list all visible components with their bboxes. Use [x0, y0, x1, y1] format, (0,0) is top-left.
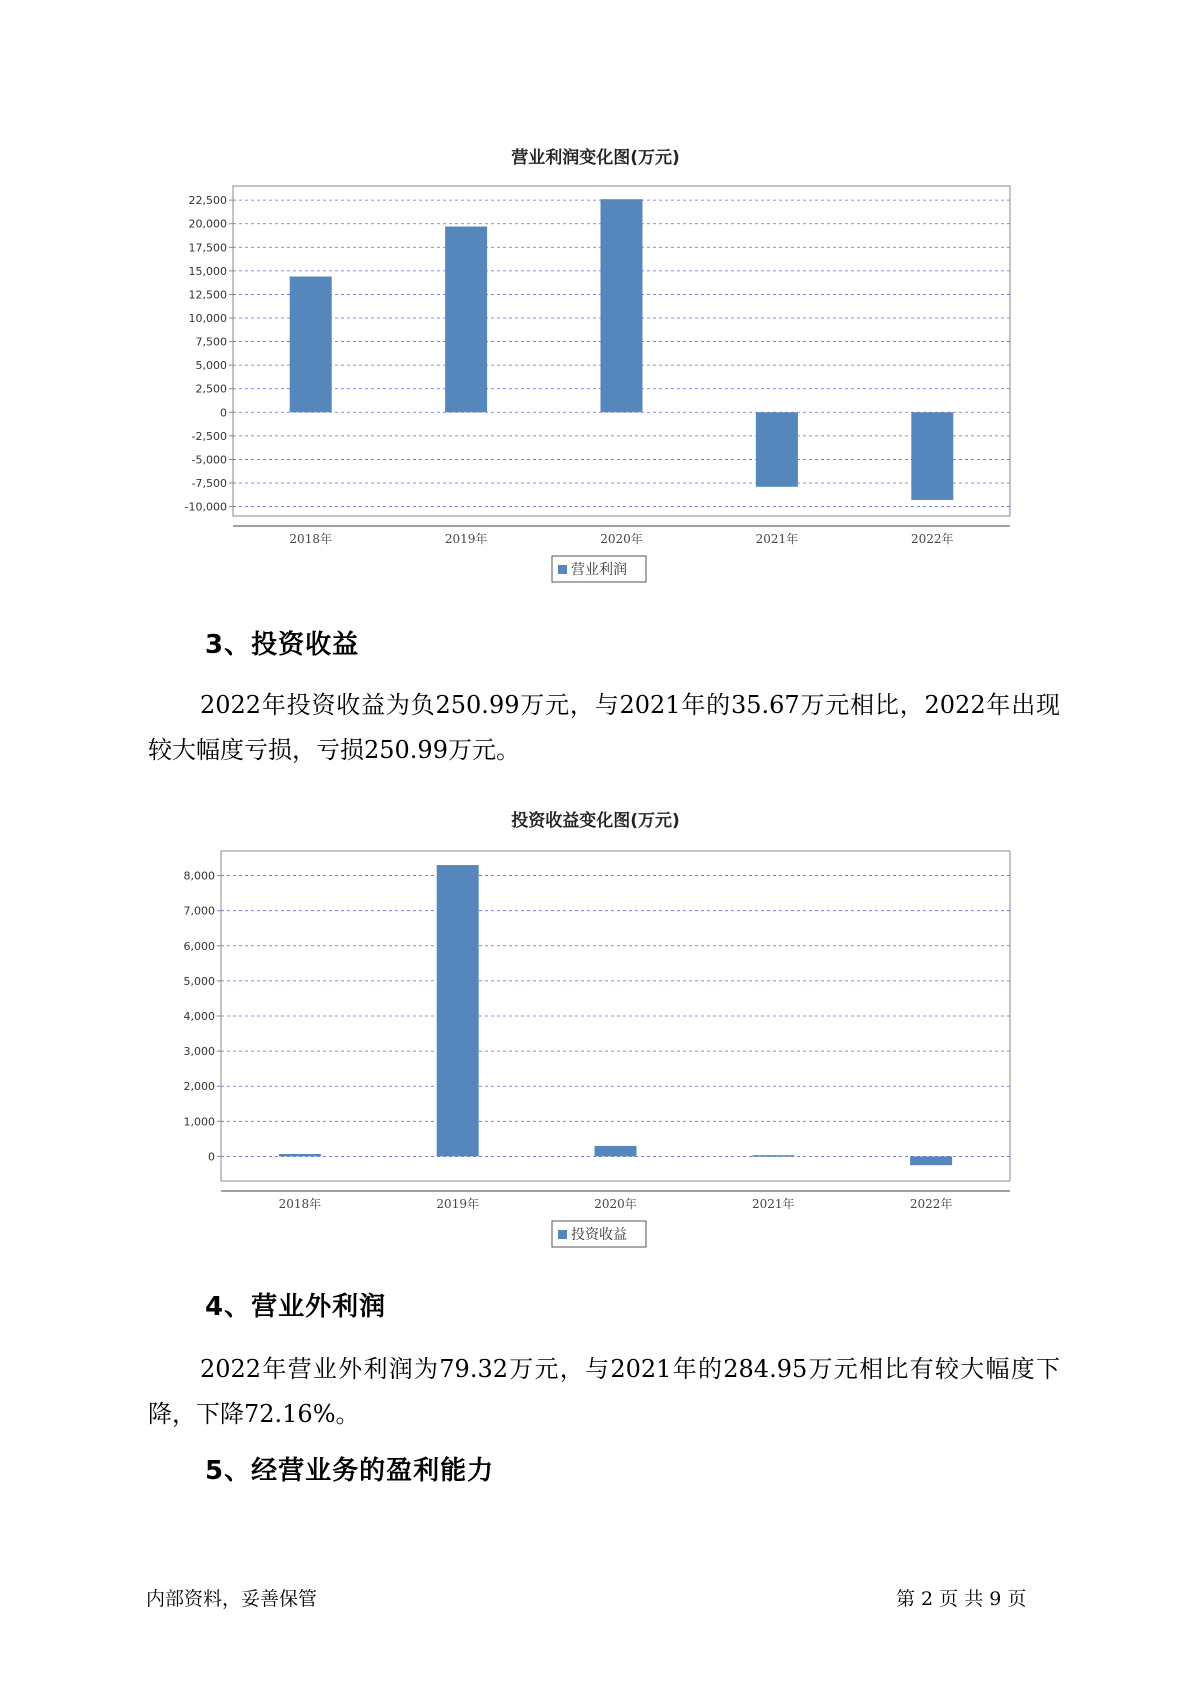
chart2-xtick-label: 2018年 — [278, 1197, 322, 1211]
chart2-legend — [552, 1221, 646, 1247]
section5-heading: 5、经营业务的盈利能力 — [205, 1456, 495, 1486]
chart2-xtick-label: 2019年 — [436, 1197, 479, 1211]
chart1-ytick-label: -7,500 — [191, 477, 227, 490]
chart2-ytick-label: 3,000 — [183, 1045, 215, 1059]
chart1-ytick-label: -10,000 — [184, 500, 227, 514]
chart1-ytick-label: 2,500 — [195, 382, 227, 396]
chart1-ytick-label: 12,500 — [188, 288, 227, 302]
chart1-bar-2021年 — [756, 412, 798, 486]
chart2-xtick-label: 2020年 — [594, 1197, 637, 1211]
chart2-ytick-label: 1,000 — [183, 1115, 215, 1129]
chart1-ytick-label: 0 — [220, 406, 227, 420]
chart1-title: 营业利润变化图(万元) — [511, 148, 680, 168]
chart2-bar-2020年 — [595, 1146, 637, 1157]
chart1-legend — [552, 556, 646, 582]
chart1-bar-2018年 — [290, 277, 332, 413]
chart2-ytick-label: 0 — [208, 1150, 215, 1164]
chart2-ytick-label: 7,000 — [183, 904, 215, 918]
chart1-ytick-label: 15,000 — [188, 264, 227, 278]
chart2-bar-2022年 — [910, 1156, 952, 1165]
chart2-title: 投资收益变化图(万元) — [511, 811, 680, 831]
footer-confidential: 内部资料，妥善保管 — [146, 1588, 318, 1610]
investment-income-chart — [0, 835, 1191, 1255]
chart2-ytick-label: 8,000 — [183, 869, 215, 883]
section4-heading: 4、营业外利润 — [205, 1292, 387, 1322]
chart1-ytick-label: 22,500 — [188, 194, 227, 208]
chart1-ytick-label: -2,500 — [191, 429, 227, 443]
chart2-ytick-label: 4,000 — [183, 1010, 215, 1023]
chart2-legend-label: 投资收益 — [571, 1227, 627, 1243]
chart1-bar-2022年 — [911, 412, 953, 500]
chart2-ytick-label: 6,000 — [183, 939, 215, 953]
section3-paragraph: 2022年投资收益为负250.99万元，与2021年的35.67万元相比，2022年出现较大幅度亏损，亏损250.99万元。 — [148, 691, 1060, 764]
chart1-xtick-label: 2019年 — [444, 532, 488, 546]
chart1-legend-swatch — [558, 565, 567, 574]
chart1-xtick-label: 2020年 — [600, 532, 643, 546]
chart1-ytick-label: 20,000 — [188, 217, 227, 231]
chart2-ytick-label: 2,000 — [183, 1080, 215, 1094]
chart2-plot-frame — [221, 851, 1010, 1181]
chart1-ytick-label: 17,500 — [188, 241, 227, 255]
chart2-bar-2018年 — [279, 1154, 321, 1156]
chart2-bar-2019年 — [437, 865, 479, 1156]
chart1-bar-2019年 — [445, 227, 487, 413]
chart2-bar-2021年 — [752, 1155, 794, 1157]
chart1-xtick-label: 2018年 — [289, 532, 332, 546]
chart1-ytick-label: 10,000 — [188, 312, 227, 325]
section3-heading: 3、投资收益 — [205, 630, 360, 660]
chart1-ytick-label: -5,000 — [191, 453, 227, 467]
chart2-xtick-label: 2022年 — [909, 1197, 953, 1211]
section4-paragraph: 2022年营业外利润为79.32万元，与2021年的284.95万元相比有较大幅度下降，下降72.16%。 — [148, 1355, 1060, 1428]
chart1-ytick-label: 5,000 — [195, 359, 227, 373]
chart1-bar-2020年 — [601, 199, 643, 412]
chart1-ytick-label: 7,500 — [195, 335, 227, 349]
chart2-xtick-label: 2021年 — [752, 1197, 795, 1211]
chart2-ytick-label: 5,000 — [183, 974, 215, 988]
chart2-legend-swatch — [558, 1230, 567, 1239]
chart1-xtick-label: 2022年 — [911, 532, 954, 546]
footer-page-number: 第 2 页 共 9 页 — [896, 1588, 1027, 1610]
chart1-xtick-label: 2021年 — [755, 532, 799, 546]
chart1-legend-label: 营业利润 — [571, 562, 627, 578]
operating-profit-chart — [0, 170, 1191, 590]
